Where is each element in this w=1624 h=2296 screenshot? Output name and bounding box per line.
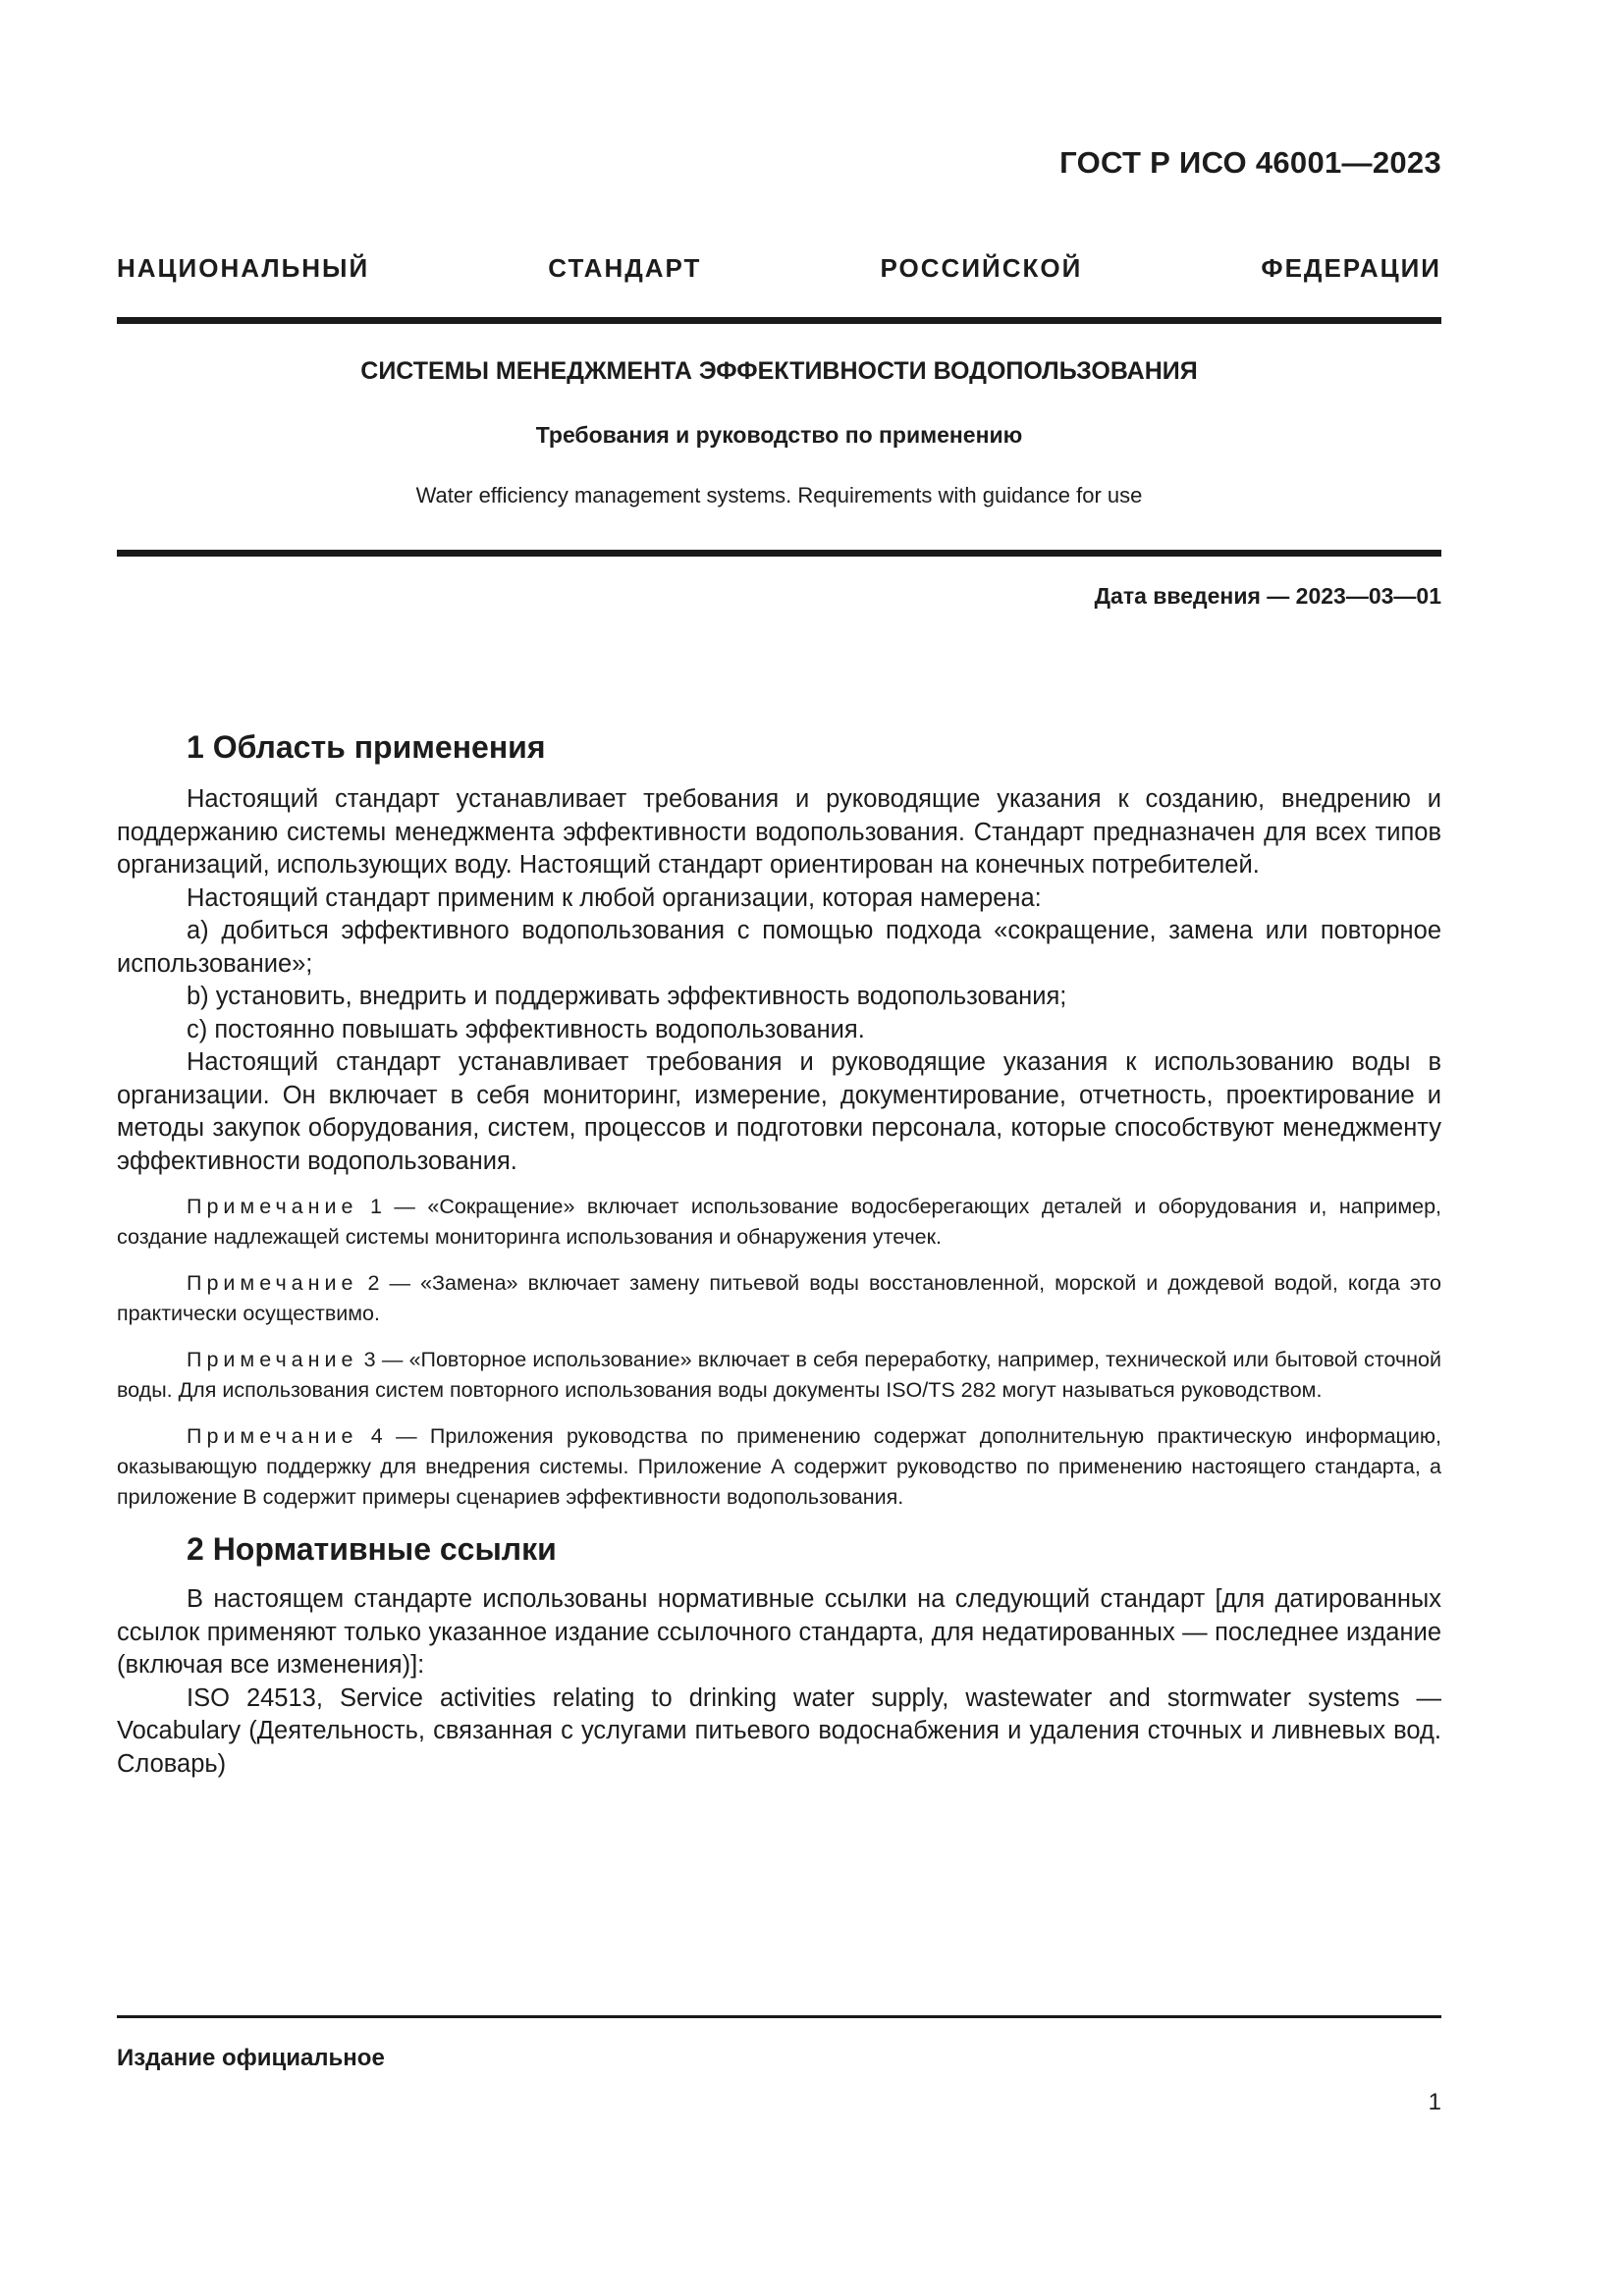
- note-label: Примечание: [187, 1195, 358, 1218]
- section-body-normative-references: [117, 1583, 1441, 1781]
- paragraph: Настоящий стандарт устанавливает требования и руководящие указания к использованию воды в организации. Он включает в себя мониторинг, измерение, документирование, отчетность, проектирование и методы закупок оборудования, систем, процессов и подготовки персонала, которые способствуют менеджменту эффективности водопользования.: [117, 1048, 1441, 1175]
- official-edition-label: Издание официальное: [117, 2045, 385, 2071]
- note-text: 4 — Приложения руководства по применению содержат дополнительную практическую информацию, оказывающую поддержку для внедрения системы. Приложение А содержит руководство по применению настоящего стандарта, а приложение В содержит примеры сценариев эффективности водопользования.: [117, 1424, 1441, 1509]
- top-rule: [117, 317, 1441, 324]
- paragraph: Настоящий стандарт устанавливает требования и руководящие указания к созданию, внедрению и поддержанию системы менеджмента эффективности водопользования. Стандарт предназначен для всех типов организаций, использующих воду. Настоящий стандарт ориентирован на конечных потребителей.: [117, 785, 1441, 879]
- section-heading-normative-references: 2 Нормативные ссылки: [187, 1531, 557, 1567]
- note-text: 3 — «Повторное использование» включает в себя переработку, например, технической или бытовой сточной воды. Для использования систем повторного использования воды документы ISO/TS 282 могут называться руководством.: [117, 1348, 1441, 1402]
- document-title-english: Water efficiency management systems. Requirements with guidance for use: [415, 483, 1143, 507]
- document-title: СИСТЕМЫ МЕНЕДЖМЕНТА ЭФФЕКТИВНОСТИ ВОДОПОЛЬЗОВАНИЯ: [360, 357, 1198, 385]
- note-label: Примечание: [187, 1424, 358, 1448]
- list-item: b) установить, внедрить и поддерживать эффективность водопользования;: [187, 983, 1067, 1010]
- national-standard-banner: НАЦИОНАЛЬНЫЙ СТАНДАРТ РОССИЙСКОЙ ФЕДЕРАЦИИ: [117, 253, 1441, 283]
- list-item: c) постоянно повышать эффективность водопользования.: [187, 1015, 865, 1043]
- note-text: 1 — «Сокращение» включает использование водосберегающих деталей и оборудования и, например, создание надлежащей системы мониторинга использования и обнаружения утечек.: [117, 1195, 1441, 1249]
- paragraph: Настоящий стандарт применим к любой организации, которая намерена:: [187, 883, 1042, 912]
- note: [117, 1268, 1441, 1329]
- note-text: 2 — «Замена» включает замену питьевой воды восстановленной, морской и дождевой водой, когда это практически осуществимо.: [117, 1271, 1441, 1325]
- title-rule: [117, 550, 1441, 557]
- main-content: [117, 724, 1441, 1781]
- reference-item: ISO 24513, Service activities relating to drinking water supply, wastewater and stormwater systems — Vocabulary (Деятельность, связанная с услугами питьевого водоснабжения и удаления сточных и ливневых вод. Словарь): [117, 1683, 1441, 1778]
- introduction-date: Дата введения — 2023—03—01: [1094, 583, 1441, 609]
- note: [117, 1421, 1441, 1513]
- document-subtitle: Требования и руководство по применению: [535, 422, 1023, 448]
- note-label: Примечание: [187, 1271, 358, 1295]
- page-number: 1: [1428, 2089, 1441, 2115]
- section-body-scope: [117, 783, 1441, 1513]
- note: [117, 1345, 1441, 1406]
- footer-rule: [117, 2015, 1441, 2018]
- list-item: a) добиться эффективного водопользования с помощью подхода «сокращение, замена или повторное использование»;: [117, 917, 1441, 978]
- note-label: Примечание: [187, 1348, 358, 1371]
- paragraph: В настоящем стандарте использованы нормативные ссылки на следующий стандарт [для датированных ссылок применяют только указанное издание ссылочного стандарта, для недатированных — последнее издание (включая все изменения)]:: [117, 1585, 1441, 1679]
- section-heading-scope: 1 Область применения: [187, 729, 546, 765]
- gost-code: ГОСТ Р ИСО 46001—2023: [1059, 145, 1441, 180]
- note: [117, 1192, 1441, 1253]
